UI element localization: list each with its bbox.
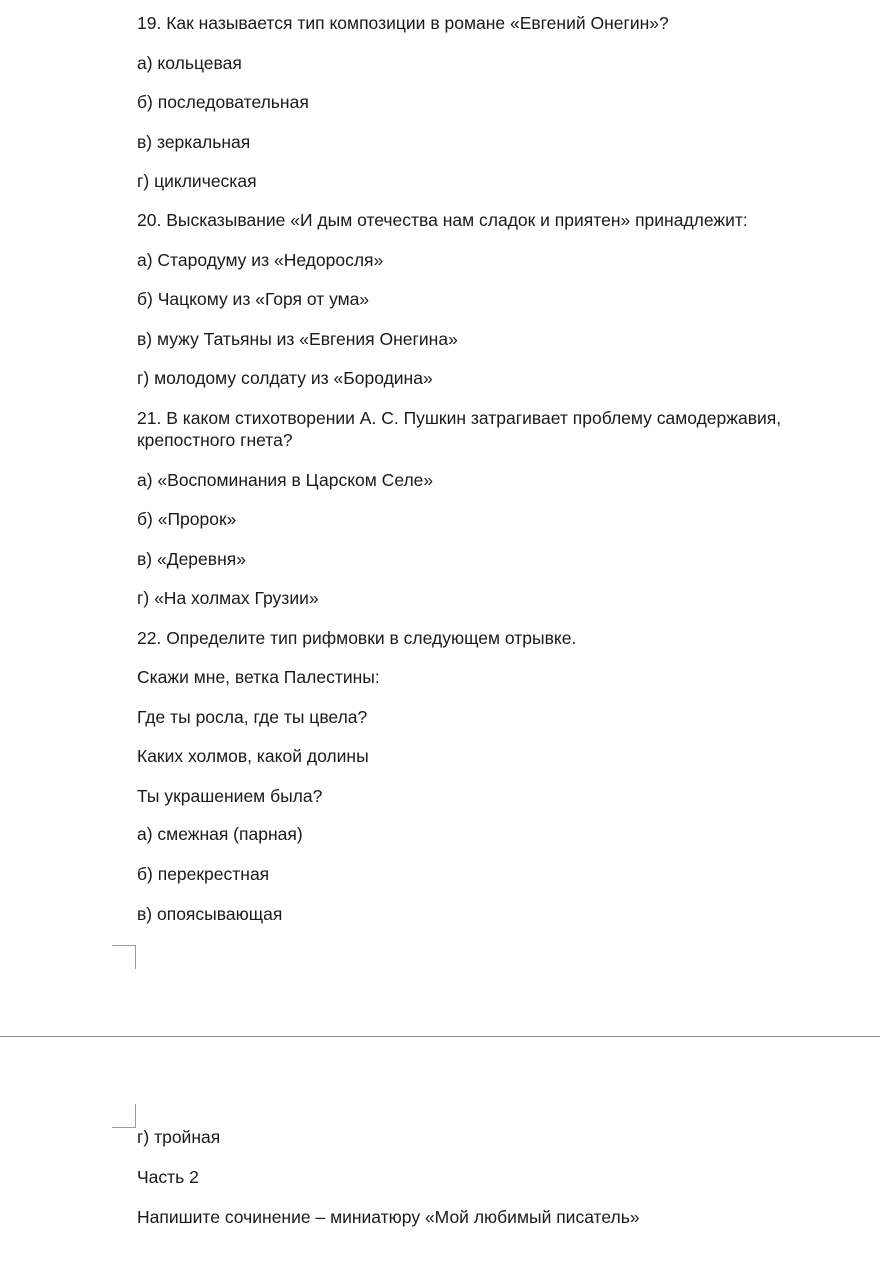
document-page-2 — [0, 1037, 880, 1280]
page-margin-corner-mark — [112, 945, 136, 969]
answer-option: в) опоясывающая — [137, 904, 283, 924]
poem-line: Скажи мне, ветка Палестины: — [137, 667, 380, 687]
answer-option: а) смежная (парная) — [137, 824, 303, 844]
answer-option: г) «На холмах Грузии» — [137, 588, 319, 608]
poem-line: Каких холмов, какой долины — [137, 746, 369, 766]
answer-option: в) «Деревня» — [137, 549, 246, 569]
question-21-text: 21. В каком стихотворении А. С. Пушкин затрагивает проблему самодержавия, крепостного гнета? — [137, 408, 782, 450]
answer-option: а) «Воспоминания в Царском Селе» — [137, 470, 434, 490]
answer-option: б) Чацкому из «Горя от ума» — [137, 289, 370, 309]
page-margin-corner-mark — [112, 1104, 136, 1128]
answer-option: б) последовательная — [137, 92, 309, 112]
section-heading: Часть 2 — [137, 1167, 199, 1187]
answer-option: а) кольцевая — [137, 53, 242, 73]
answer-option: г) циклическая — [137, 171, 257, 191]
answer-option: а) Стародуму из «Недоросля» — [137, 250, 384, 270]
poem-line: Ты украшением была? — [137, 786, 323, 806]
answer-option: в) мужу Татьяны из «Евгения Онегина» — [137, 329, 458, 349]
answer-option: б) «Пророк» — [137, 509, 237, 529]
answer-option: г) молодому солдату из «Бородина» — [137, 368, 433, 388]
poem-line: Где ты росла, где ты цвела? — [137, 707, 368, 727]
answer-option: г) тройная — [137, 1127, 221, 1147]
question-22-text: 22. Определите тип рифмовки в следующем отрывке. — [137, 628, 577, 648]
answer-option: в) зеркальная — [137, 132, 251, 152]
answer-option: б) перекрестная — [137, 864, 270, 884]
essay-task-text: Напишите сочинение – миниатюру «Мой любимый писатель» — [137, 1207, 640, 1227]
question-19-text: 19. Как называется тип композиции в романе «Евгений Онегин»? — [137, 13, 669, 33]
question-20-text: 20. Высказывание «И дым отечества нам сладок и приятен» принадлежит: — [137, 210, 748, 230]
